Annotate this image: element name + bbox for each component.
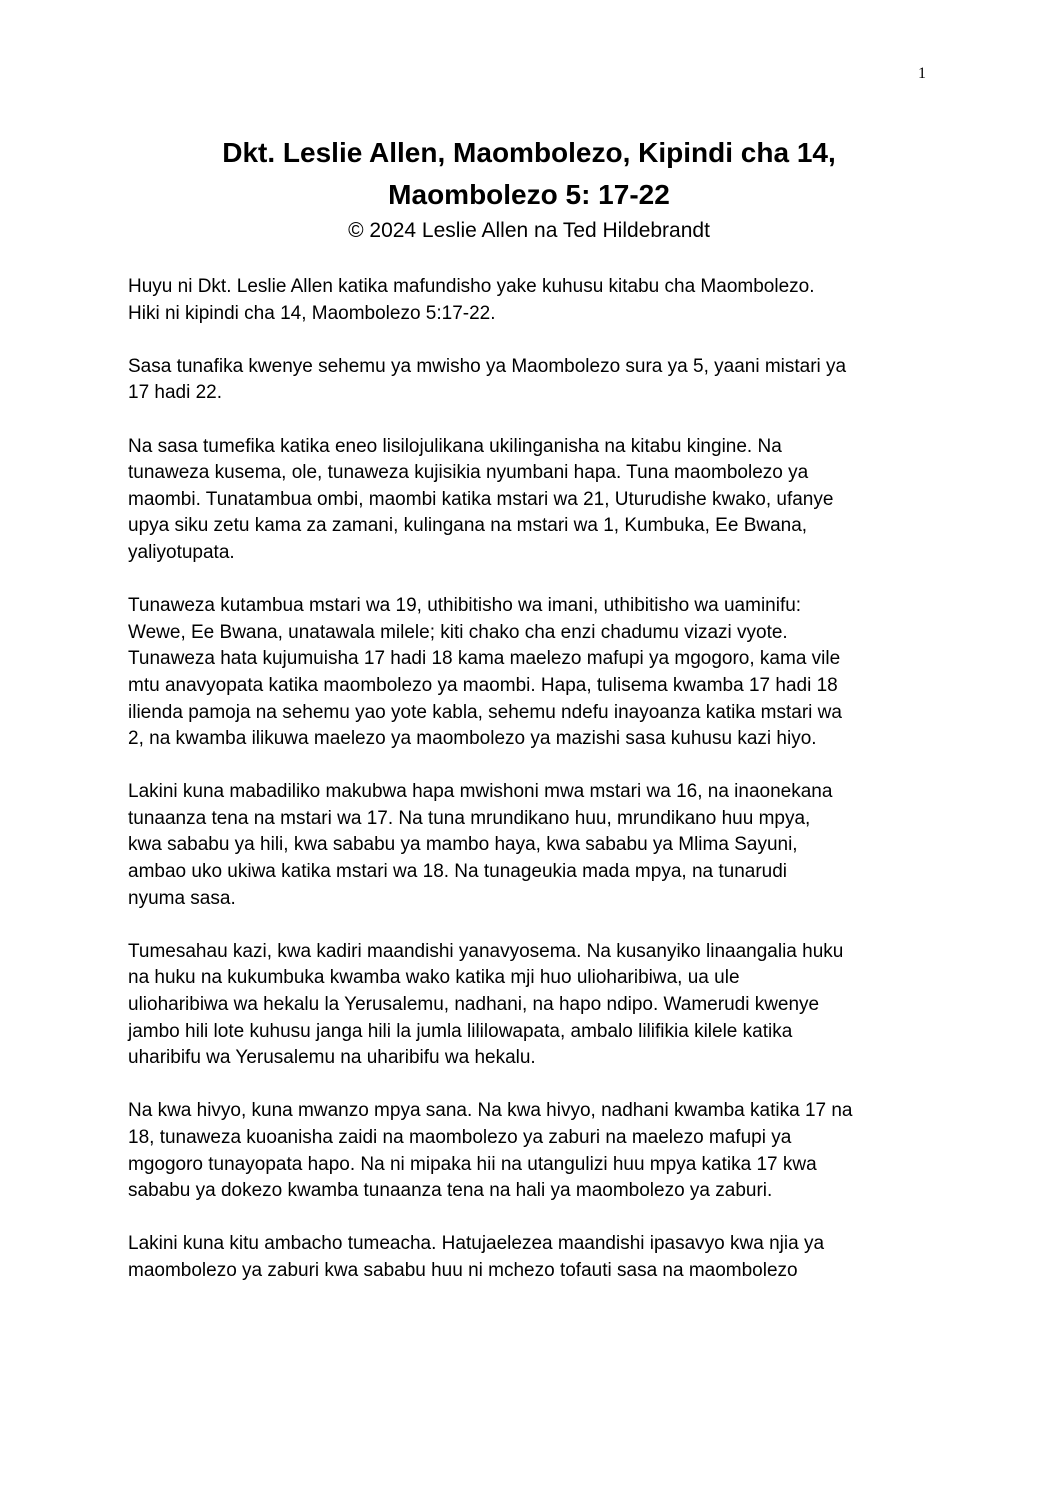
- text-line: upya siku zetu kama za zamani, kulingana na mstari wa 1, Kumbuka, Ee Bwana,: [128, 515, 808, 537]
- text-line: maombolezo ya zaburi kwa sababu huu ni mchezo tofauti sasa na maombolezo: [128, 1259, 798, 1281]
- text-line: 18, tunaweza kuoanisha zaidi na maombolezo ya zaburi na maelezo mafupi ya: [128, 1127, 792, 1148]
- paragraph: [128, 779, 932, 912]
- text-line: Tunaweza kutambua mstari wa 19, uthibitisho wa imani, uthibitisho wa uaminifu:: [128, 595, 802, 617]
- document-title: [0, 132, 1058, 216]
- text-line: Na sasa tumefika katika eneo lisilojulikana ukilinganisha na kitabu kingine. Na: [128, 435, 782, 457]
- text-line: Tumesahau kazi, kwa kadiri maandishi yanavyosema. Na kusanyiko linaangalia huku: [128, 940, 844, 962]
- text-line: ulioharibiwa wa hekalu la Yerusalemu, nadhani, na hapo ndipo. Wamerudi kwenye: [128, 994, 820, 1016]
- text-line: Lakini kuna kitu ambacho tumeacha. Hatujaelezea maandishi ipasavyo kwa njia ya: [128, 1233, 825, 1255]
- text-line: Hiki ni kipindi cha 14, Maombolezo 5:17-22.: [128, 302, 496, 324]
- text-line: tunaanza tena na mstari wa 17. Na tuna mrundikano huu, mrundikano huu mpya,: [128, 807, 811, 829]
- text-line: maombi. Tunatambua ombi, maombi katika mstari wa 21, Uturudishe kwako, ufanye: [128, 488, 834, 510]
- page-number: 1: [918, 65, 926, 82]
- paragraph: [128, 1231, 932, 1284]
- text-line: tunaweza kusema, ole, tunaweza kujisikia nyumbani hapa. Tuna maombolezo ya: [128, 462, 809, 484]
- text-line: yaliyotupata.: [128, 541, 235, 563]
- text-line: Lakini kuna mabadiliko makubwa hapa mwishoni mwa mstari wa 16, na inaonekana: [128, 781, 833, 803]
- text-line: Wewe, Ee Bwana, unatawala milele; kiti chako cha enzi chadumu vizazi vyote.: [128, 621, 788, 643]
- paragraph: [128, 593, 932, 753]
- document-body: [128, 274, 932, 1311]
- paragraph: [128, 939, 932, 1072]
- text-line: Tunaweza hata kujumuisha 17 hadi 18 kama maelezo mafupi ya mgogoro, kama vile: [128, 648, 841, 670]
- text-line: nyuma sasa.: [128, 887, 236, 909]
- paragraph: [128, 434, 932, 567]
- title-line: Maombolezo 5: 17-22: [388, 179, 670, 210]
- text-line: Sasa tunafika kwenye sehemu ya mwisho ya Maombolezo sura ya 5, yaani mistari ya: [128, 355, 847, 377]
- text-line: sababu ya dokezo kwamba tunaanza tena na hali ya maombolezo ya zaburi.: [128, 1180, 773, 1202]
- text-line: jambo hili lote kuhusu janga hili la jumla lililowapata, ambalo lilifikia kilele katika: [128, 1020, 793, 1042]
- text-line: Huyu ni Dkt. Leslie Allen katika mafundisho yake kuhusu kitabu cha Maombolezo.: [128, 276, 815, 297]
- text-line: mtu anavyopata katika maombolezo ya maombi. Hapa, tulisema kwamba 17 hadi 18: [128, 674, 838, 696]
- paragraph: [128, 1098, 932, 1204]
- text-line: 2, na kwamba ilikuwa maelezo ya maombolezo ya mazishi sasa kuhusu kazi hiyo.: [128, 728, 817, 750]
- text-line: uharibifu wa Yerusalemu na uharibifu wa hekalu.: [128, 1047, 536, 1069]
- copyright-notice: © 2024 Leslie Allen na Ted Hildebrandt: [348, 219, 710, 242]
- text-line: 17 hadi 22.: [128, 382, 223, 404]
- text-line: Na kwa hivyo, kuna mwanzo mpya sana. Na kwa hivyo, nadhani kwamba katika 17 na: [128, 1100, 853, 1122]
- text-line: kwa sababu ya hili, kwa sababu ya mambo haya, kwa sababu ya Mlima Sayuni,: [128, 834, 798, 856]
- paragraph: [128, 354, 932, 407]
- paragraph-intro: [128, 274, 932, 327]
- text-line: ilienda pamoja na sehemu yao yote kabla, sehemu ndefu inayoanza katika mstari wa: [128, 701, 842, 723]
- title-line: Dkt. Leslie Allen, Maombolezo, Kipindi cha 14,: [222, 137, 836, 168]
- text-line: mgogoro tunayopata hapo. Na ni mipaka hii na utangulizi huu mpya katika 17 kwa: [128, 1153, 817, 1175]
- text-line: na huku na kukumbuka kwamba wako katika mji huo ulioharibiwa, ua ule: [128, 967, 740, 989]
- text-line: ambao uko ukiwa katika mstari wa 18. Na tunageukia mada mpya, na tunarudi: [128, 861, 788, 883]
